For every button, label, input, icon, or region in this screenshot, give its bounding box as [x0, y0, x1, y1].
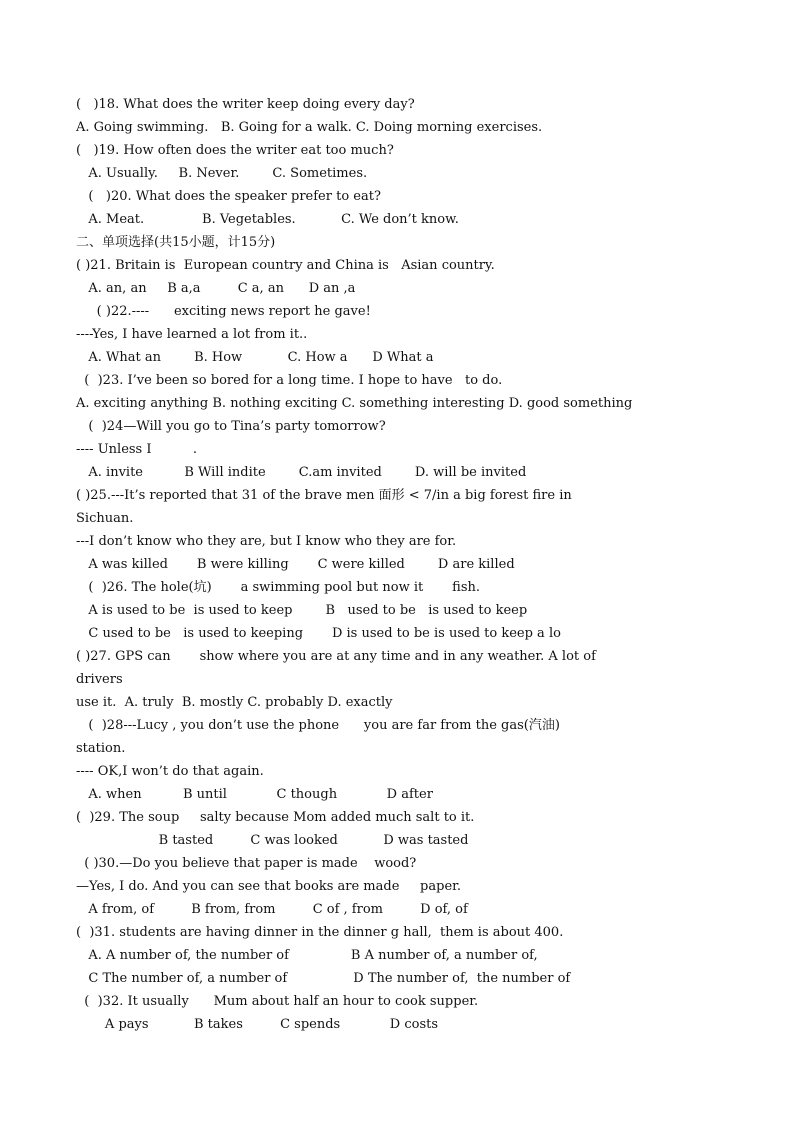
text-line: station.	[76, 741, 126, 756]
text-line: 二、单项选择(共15小题，计15分)	[76, 235, 276, 250]
text-line: ( )25.---It’s reported that 31 of the brave men 面形 < 7/in a big forest fire in	[76, 488, 572, 503]
text-line: ( )18. What does the writer keep doing every day?	[76, 97, 415, 112]
text-line: A is used to be is used to keep B used to be is used to keep	[76, 603, 528, 618]
text-line: ---I don’t know who they are, but I know who they are for.	[76, 534, 457, 549]
text-line: ( )22.---- exciting news report he gave!	[76, 304, 371, 319]
text-line: ( )19. How often does the writer eat too much?	[76, 143, 394, 158]
text-line: A. an, an B a,a C a, an D an ,a	[76, 281, 356, 296]
text-line: ( )27. GPS can show where you are at any time and in any weather. A lot of	[76, 649, 596, 664]
text-line: —Yes, I do. And you can see that books are made paper.	[76, 879, 462, 894]
text-line: A was killed B were killing C were killed D are killed	[76, 557, 515, 572]
text-line: Sichuan.	[76, 511, 134, 526]
text-line: A. exciting anything B. nothing exciting C. something interesting D. good something	[76, 396, 633, 411]
text-line: ( )21. Britain is European country and China is Asian country.	[76, 258, 495, 273]
text-line: A from, of B from, from C of , from D of, of	[76, 902, 468, 917]
text-line: ( )26. The hole(坑) a swimming pool but now it fish.	[76, 580, 481, 595]
text-line: A. Meat. B. Vegetables. C. We don’t know.	[76, 212, 459, 227]
text-line: ( )30.—Do you believe that paper is made wood?	[76, 856, 417, 871]
text-line: A. invite B Will indite C.am invited D. will be invited	[76, 465, 527, 480]
text-line: ( )29. The soup salty because Mom added much salt to it.	[76, 810, 475, 825]
text-line: use it. A. truly B. mostly C. probably D. exactly	[76, 695, 393, 710]
text-line: ( )24—Will you go to Tina’s party tomorrow?	[76, 419, 386, 434]
text-line: ----Yes, I have learned a lot from it..	[76, 327, 308, 342]
text-line: C used to be is used to keeping D is used to be is used to keep a lo	[76, 626, 561, 641]
text-line: C The number of, a number of D The number of, the number of	[76, 971, 571, 986]
text-line: A. A number of, the number of B A number of, a number of,	[76, 948, 538, 963]
text-line: drivers	[76, 672, 123, 687]
text-line: ( )32. It usually Mum about half an hour to cook supper.	[76, 994, 479, 1009]
text-line: A pays B takes C spends D costs	[76, 1017, 439, 1032]
text-line: ---- OK,I won’t do that again.	[76, 764, 264, 779]
text-line: A. when B until C though D after	[76, 787, 433, 802]
text-line: A. What an B. How C. How a D What a	[76, 350, 434, 365]
text-line: ( )31. students are having dinner in the dinner g hall, them is about 400.	[76, 925, 564, 940]
text-line: ---- Unless I .	[76, 442, 197, 457]
text-line: ( )28---Lucy , you don’t use the phone you are far from the gas(汽油)	[76, 718, 560, 733]
question-text	[76, 93, 726, 1036]
text-line: A. Usually. B. Never. C. Sometimes.	[76, 166, 368, 181]
text-line: ( )23. I’ve been so bored for a long time. I hope to have to do.	[76, 373, 503, 388]
text-line: A. Going swimming. B. Going for a walk. C. Doing morning exercises.	[76, 120, 543, 135]
text-line: B tasted C was looked D was tasted	[76, 833, 469, 848]
text-line: ( )20. What does the speaker prefer to eat?	[76, 189, 381, 204]
